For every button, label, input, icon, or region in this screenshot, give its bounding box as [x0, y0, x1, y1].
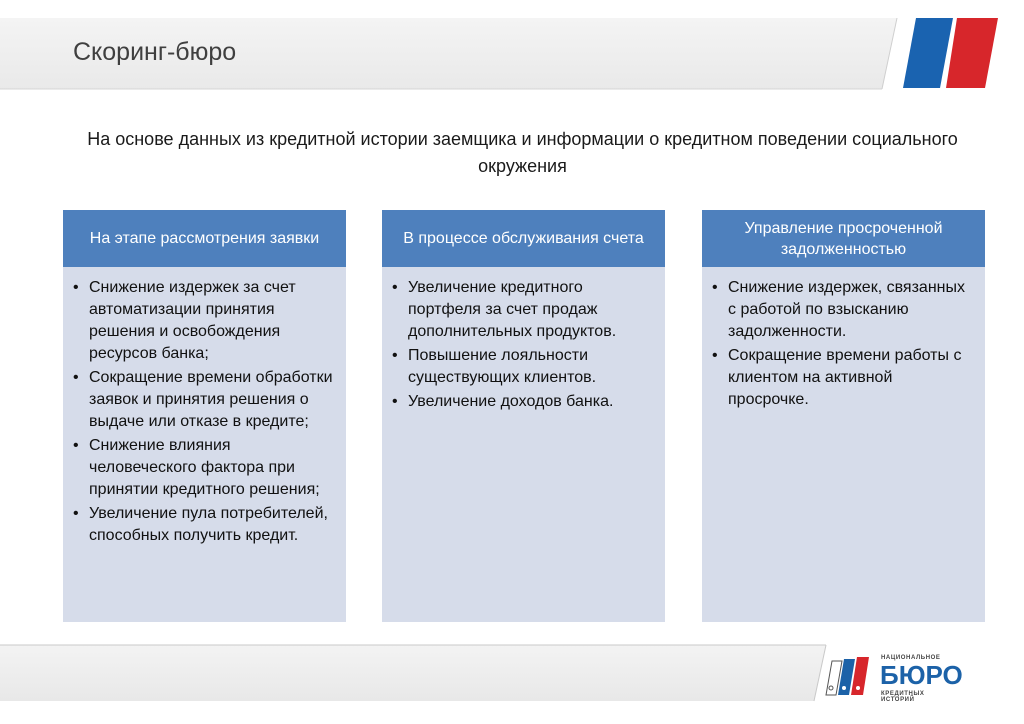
list-item: • Увеличение кредитного портфеля за счет продаж дополнительных продуктов. — [408, 277, 655, 343]
logo-text-bottom: КРЕДИТНЫХ ИСТОРИЙ — [881, 691, 925, 703]
list-item: • Увеличение пула потребителей, способных получить кредит. — [89, 503, 336, 547]
list-item: • Увеличение доходов банка. — [408, 391, 655, 413]
list-item: • Снижение издержек, связанных с работой по взысканию задолженности. — [728, 277, 975, 343]
list-item: • Снижение влияния человеческого фактора при принятии кредитного решения; — [89, 435, 336, 501]
intro-text: На основе данных из кредитной истории заемщика и информации о кредитном поведении социального окружения — [87, 129, 958, 176]
logo-text-top: НАЦИОНАЛЬНОЕ — [881, 655, 941, 661]
logo-binders-icon — [824, 655, 878, 699]
list-item: • Повышение лояльности существующих клиентов. — [408, 345, 655, 389]
card-header: На этапе рассмотрения заявки — [63, 210, 346, 267]
card-list — [382, 267, 665, 413]
list-item: • Сокращение времени работы с клиентом на активной просрочке. — [728, 345, 975, 411]
card-header: В процессе обслуживания счета — [382, 210, 665, 267]
card-header: Управление просроченной задолженностью — [702, 210, 985, 267]
company-logo — [824, 655, 963, 703]
list-item: • Снижение издержек за счет автоматизации принятия решения и освобождения ресурсов банка; — [89, 277, 336, 365]
card-list — [702, 267, 985, 411]
flag-red-stripe — [946, 18, 998, 88]
card-overdue-management — [702, 210, 985, 622]
list-item: • Сокращение времени обработки заявок и принятия решения о выдаче или отказе в кредите; — [89, 367, 336, 433]
logo-text-main: БЮРО — [880, 660, 963, 690]
card-list — [63, 267, 346, 547]
card-application-stage — [63, 210, 346, 622]
page-title: Скоринг-бюро — [73, 38, 237, 66]
card-account-servicing — [382, 210, 665, 622]
flag-blue-stripe — [903, 18, 953, 88]
